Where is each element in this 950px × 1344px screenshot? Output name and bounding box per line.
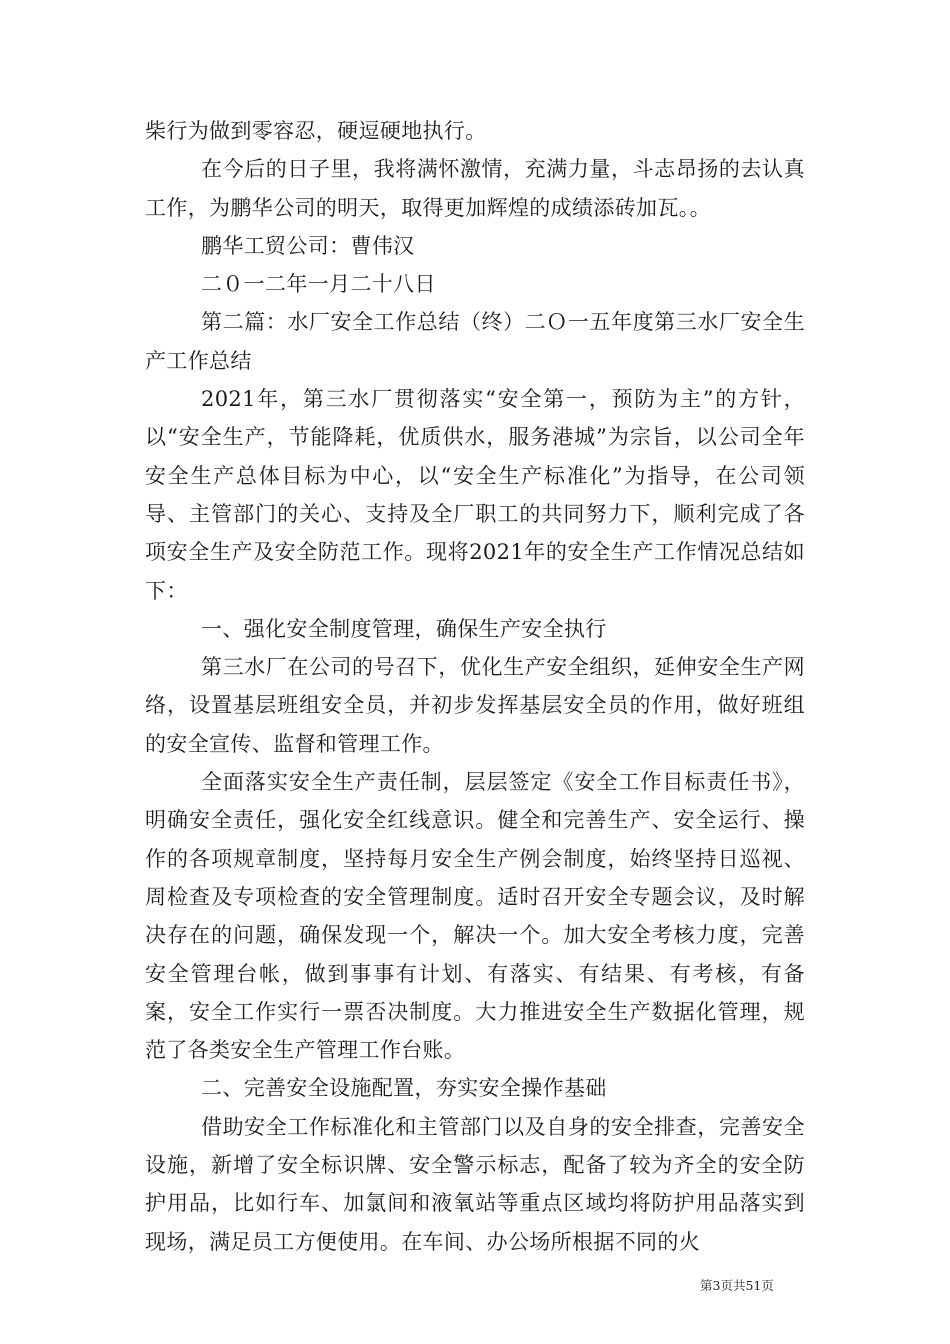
document-body xyxy=(145,112,805,1261)
paragraph-2: 在今后的日子里，我将满怀激情，充满力量，斗志昂扬的去认真工作，为鹏华公司的明天，取得更加辉煌的成绩添砖加瓦。。 xyxy=(145,157,805,220)
paragraph-4: 全面落实安全生产责任制，层层签定《安全工作目标责任书》，明确安全责任，强化安全红线意识。健全和完善生产、安全运行、操作的各项规章制度，坚持每月安全生产例会制度，始终坚持日巡视、周检查及专项检查的安全管理制度。适时召开安全专题会议，及时解决存在的问题，确保发现一个，解决一个。加大安全考核力度，完善安全管理台帐，做到事事有计划、有落实、有结果、有考核，有备案，安全工作实行一票否决制度。大力推进安全生产数据化管理，规范了各类安全生产管理工作台账。 xyxy=(145,770,805,1063)
signature-date: 二０一二年一月二十八日 xyxy=(201,272,436,297)
heading-2: 二、完善安全设施配置，夯实安全操作基础 xyxy=(201,1076,607,1101)
heading-1: 一、强化安全制度管理，确保生产安全执行 xyxy=(201,616,607,641)
paragraph-3: 第三水厂在公司的号召下，优化生产安全组织，延伸安全生产网络，设置基层班组安全员，并初步发挥基层安全员的作用，做好班组的安全宣传、监督和管理工作。 xyxy=(145,655,805,756)
signature-company: 鹏华工贸公司：曹伟汉 xyxy=(201,233,415,258)
paragraph-intro: 2021年，第三水厂贯彻落实“安全第一，预防为主”的方针，以“安全生产，节能降耗，优质供水，服务港城”为宗旨，以公司全年安全生产总体目标为中心，以“安全生产标准化”为指导，在公司领导、主管部门的关心、支持及全厂职工的共同努力下，顺利完成了各项安全生产及安全防范工作。现将2021年的安全生产工作情况总结如下： xyxy=(145,387,805,603)
paragraph-1: 柴行为做到零容忍，硬逗硬地执行。 xyxy=(145,119,487,143)
paragraph-5: 借助安全工作标准化和主管部门以及自身的安全排查，完善安全设施，新增了安全标识牌、安全警示标志，配备了较为齐全的安全防护用品，比如行车、加氯间和液氧站等重点区域均将防护用品落实到现场，满足员工方便使用。在车间、办公场所根据不同的火 xyxy=(145,1114,805,1254)
section-title: 第二篇：水厂安全工作总结（终）二Ｏ一五年度第三水厂安全生产工作总结 xyxy=(145,310,805,373)
page-number: 第3页共51页 xyxy=(700,1278,774,1293)
